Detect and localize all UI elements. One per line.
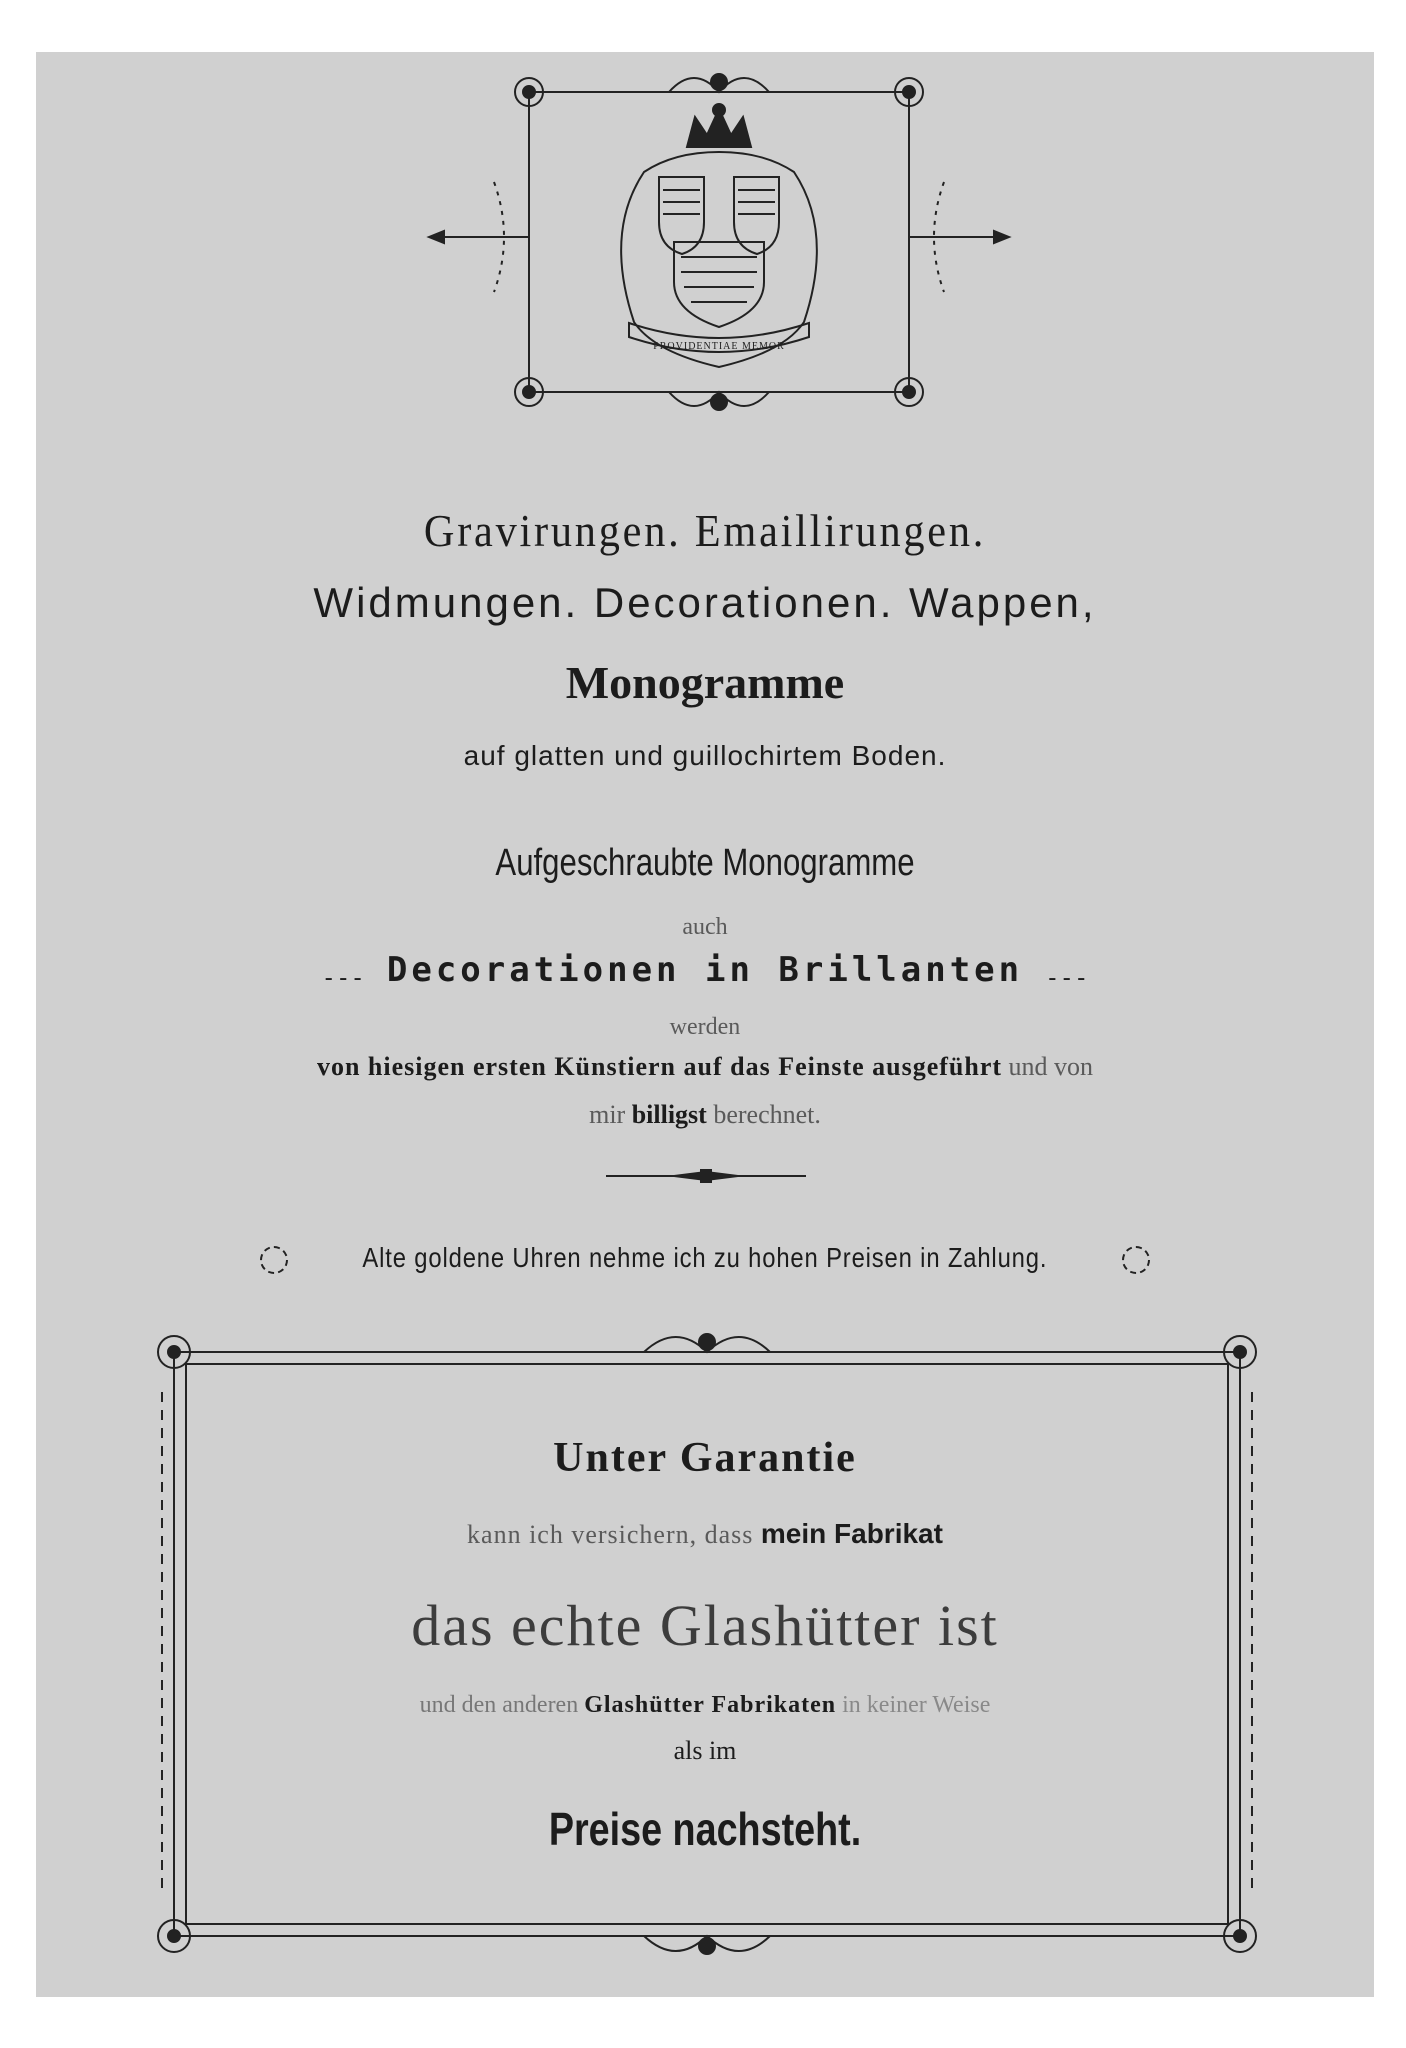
pricing-post-text: berechnet. <box>706 1100 821 1129</box>
notice-ornament-left-icon <box>260 1246 288 1274</box>
conjunction-werden: werden <box>669 1014 741 1040</box>
artists-line <box>36 1052 1374 1082</box>
other-manufactures-line <box>36 1692 1374 1719</box>
brilliant-decorations-line <box>36 950 1374 991</box>
pricing-bold-text: billigst <box>631 1100 707 1129</box>
separator-ornament <box>606 1164 806 1188</box>
artists-rest-text: und von <box>1002 1052 1094 1081</box>
monogram-heading: Monogramme <box>565 657 845 708</box>
other-bold-text: Glashütter Fabrikaten <box>584 1692 837 1718</box>
manufacture-light-text: kann ich versichern, dass <box>467 1520 761 1549</box>
other-light-text-1: und den anderen <box>419 1692 585 1718</box>
brilliant-decorations-heading: Decorationen in Brillanten <box>386 950 1024 990</box>
artists-bold-text: von hiesigen ersten Künstiern auf das Feinste ausgeführt <box>316 1052 1003 1081</box>
conjunction-als-im: als im <box>673 1736 737 1765</box>
screwed-monogram-heading: Aufgeschraubte Monogramme <box>495 842 915 884</box>
glashuette-statement: das echte Glashütter ist <box>411 1593 999 1658</box>
document-page <box>36 52 1374 1997</box>
gold-watch-notice: Alte goldene Uhren nehme ich zu hohen Preisen in Zahlung. <box>362 1242 1048 1273</box>
dash-ornament-left: --- <box>321 963 365 992</box>
manufacture-line <box>36 1518 1374 1550</box>
pricing-line <box>36 1100 1374 1130</box>
crest-motto: PROVIDENTIAE MEMOR <box>653 341 785 352</box>
dash-ornament-right: --- <box>1045 963 1089 992</box>
coat-of-arms-emblem <box>419 52 1019 432</box>
dedication-heading: Widmungen. Decorationen. Wappen, <box>313 579 1097 626</box>
manufacture-bold-text: mein Fabrikat <box>760 1518 943 1549</box>
gold-watch-notice-line <box>36 1242 1374 1274</box>
guarantee-title: Unter Garantie <box>553 1435 857 1481</box>
pricing-pre-text: mir <box>589 1100 632 1129</box>
other-light-text-2: in keiner Weise <box>836 1692 991 1718</box>
conjunction-auch: auch <box>682 914 728 940</box>
price-statement: Preise nachsteht. <box>548 1803 862 1855</box>
engraving-heading: Gravirungen. Emaillirungen. <box>423 505 987 556</box>
monogram-subline: auf glatten und guillochirtem Boden. <box>463 740 947 771</box>
notice-ornament-right-icon <box>1122 1246 1150 1274</box>
